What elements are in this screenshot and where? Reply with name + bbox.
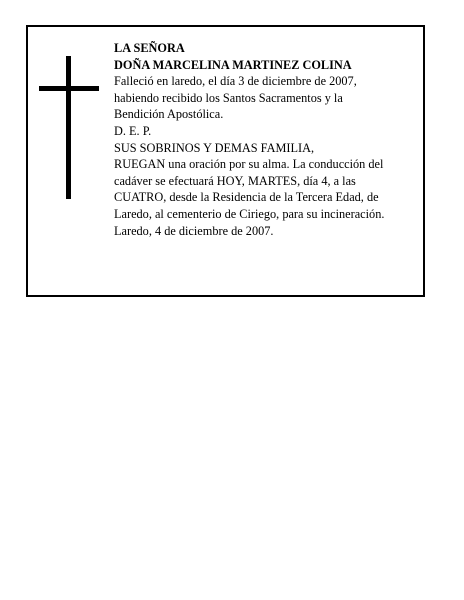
obituary-notice <box>26 25 425 297</box>
notice-date-line: Laredo, 4 de diciembre de 2007. <box>114 223 274 238</box>
notice-deceased-name: DOÑA MARCELINA MARTINEZ COLINA <box>114 57 352 72</box>
notice-line-8: CUATRO, desde la Residencia de la Tercera Edad, de <box>114 190 379 205</box>
cross-horizontal-bar <box>39 86 99 91</box>
notice-family-line: SUS SOBRINOS Y DEMAS FAMILIA, <box>114 140 315 155</box>
notice-line-6: RUEGAN una oración por su alma. La conducción del <box>114 157 384 172</box>
notice-line-7: cadáver se efectuará HOY, MARTES, día 4, a las <box>114 173 356 188</box>
notice-title-line-1: LA SEÑORA <box>114 41 185 55</box>
notice-dep: D. E. P. <box>114 123 152 138</box>
notice-text <box>114 40 419 239</box>
notice-line-9: Laredo, al cementerio de Ciriego, para su incineración. <box>114 206 385 221</box>
cross-vertical-bar <box>66 56 71 199</box>
notice-line-3: Bendición Apostólica. <box>114 107 224 122</box>
notice-line-2: habiendo recibido los Santos Sacramentos y la <box>114 90 343 105</box>
cross-icon <box>39 56 99 199</box>
notice-line-1: Falleció en laredo, el día 3 de diciembre de 2007, <box>114 74 357 89</box>
